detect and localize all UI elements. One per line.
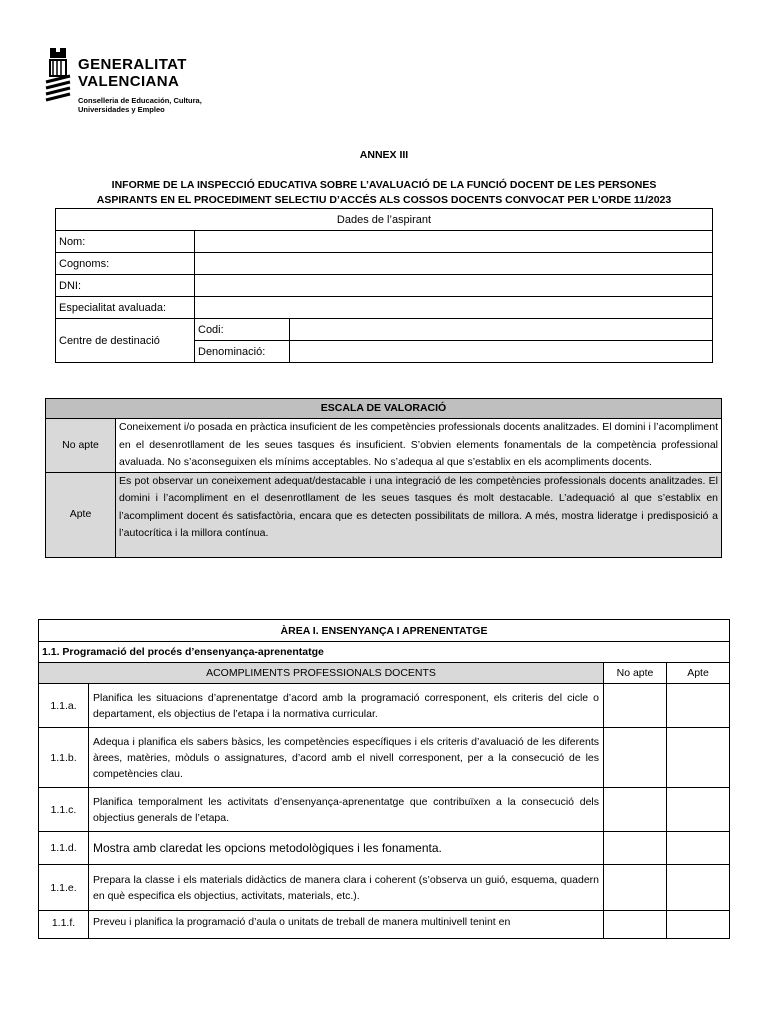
no-apte-cell[interactable] (604, 911, 667, 939)
apte-cell[interactable] (667, 788, 730, 832)
item-text: Preveu i planifica la programació d’aula o unitats de treball de manera multinivell tenint en (89, 911, 604, 939)
no-apte-cell[interactable] (604, 865, 667, 911)
cognoms-field[interactable] (195, 253, 713, 275)
apte-cell[interactable] (667, 832, 730, 865)
especialitat-field[interactable] (195, 297, 713, 319)
denominacio-field[interactable] (290, 341, 713, 363)
especialitat-label: Especialitat avaluada: (56, 297, 195, 319)
item-text: Prepara la classe i els materials didàctics de manera clara i coherent (s’observa un guió, esquema, quadern en què especifica els objectius, activitats, materials, etc.). (89, 865, 604, 911)
item-text: Adequa i planifica els sabers bàsics, les competències específiques i els criteris d’avaluació de les diferents àrees, matèries, mòduls o assignatures, d’acord amb el nivell corresponent, per a la consecució de les competències clau. (89, 728, 604, 788)
document-title (60, 178, 708, 208)
logo-name-line1: GENERALITAT (78, 56, 187, 73)
title-line1: INFORME DE LA INSPECCIÓ EDUCATIVA SOBRE L’AVALUACIÓ DE LA FUNCIÓ DOCENT DE LES PERSONES (111, 179, 657, 191)
applicant-data-header: Dades de l’aspirant (56, 209, 713, 231)
item-code: 1.1.b. (39, 728, 89, 788)
area-subtitle: 1.1. Programació del procés d’ensenyança-aprenentatge (39, 642, 730, 663)
apte-label: Apte (46, 472, 116, 557)
item-code: 1.1.a. (39, 684, 89, 728)
dni-field[interactable] (195, 275, 713, 297)
coat-of-arms-icon (44, 46, 72, 104)
rating-scale-table (45, 398, 722, 558)
logo-name (78, 56, 187, 90)
dni-label: DNI: (56, 275, 195, 297)
cognoms-label: Cognoms: (56, 253, 195, 275)
applicant-data-table (55, 208, 713, 363)
item-code: 1.1.c. (39, 788, 89, 832)
no-apte-label: No apte (46, 419, 116, 473)
area-table (38, 619, 730, 939)
apte-cell[interactable] (667, 911, 730, 939)
logo-sub-line1: Conselleria de Educación, Cultura, (78, 96, 202, 105)
area-title: ÀREA I. ENSENYANÇA I APRENENTATGE (39, 620, 730, 642)
item-code: 1.1.d. (39, 832, 89, 865)
item-text: Mostra amb claredat les opcions metodològiques i les fonamenta. (89, 832, 604, 865)
generalitat-logo (44, 46, 224, 116)
logo-name-line2: VALENCIANA (78, 73, 180, 90)
rating-scale-header: ESCALA DE VALORACIÓ (46, 399, 722, 419)
apte-cell[interactable] (667, 684, 730, 728)
codi-label: Codi: (195, 319, 290, 341)
annex-heading: ANNEX III (359, 149, 409, 161)
no-apte-cell[interactable] (604, 684, 667, 728)
logo-sub-line2: Universidades y Empleo (78, 105, 165, 114)
acompliments-header: ACOMPLIMENTS PROFESSIONALS DOCENTS (39, 663, 604, 684)
item-code: 1.1.f. (39, 911, 89, 939)
no-apte-cell[interactable] (604, 728, 667, 788)
nom-label: Nom: (56, 231, 195, 253)
no-apte-cell[interactable] (604, 832, 667, 865)
logo-subtitle (78, 96, 202, 114)
denominacio-label: Denominació: (195, 341, 290, 363)
codi-field[interactable] (290, 319, 713, 341)
apte-description: Es pot observar un coneixement adequat/destacable i una integració de les competències professionals docents analitzades. El domini i l’acompliment en el desenrotllament de les seues tasques és molt destacable. L’adequació al que s’establix en l’acompliment docent és satisfactòria, encara que es detecten possibilitats de millora. A més, mostra lideratge i predisposició a l’autocrítica i la millora contínua. (116, 472, 722, 557)
apte-cell[interactable] (667, 865, 730, 911)
item-code: 1.1.e. (39, 865, 89, 911)
item-text: Planifica les situacions d’aprenentatge d’acord amb la programació corresponent, els criteris del cicle o departament, els objectius de l’etapa i la normativa curricular. (89, 684, 604, 728)
centre-label: Centre de destinació (56, 319, 195, 363)
nom-field[interactable] (195, 231, 713, 253)
no-apte-description: Coneixement i/o posada en pràctica insuficient de les competències professionals docents analitzades. El domini i l’acompliment en el desenrotllament de les seues tasques és insuficient. S’obvien elements fonamentals de la competència professional avaluada. No s’aconseguixen els mínims acceptables. No s’adequa al que s’establix en els acompliments docents. (116, 419, 722, 473)
item-text: Planifica temporalment les activitats d’ensenyança-aprenentatge que contribuïxen a la consecució dels objectius generals de l’etapa. (89, 788, 604, 832)
apte-column-header: Apte (667, 663, 730, 684)
no-apte-column-header: No apte (604, 663, 667, 684)
apte-cell[interactable] (667, 728, 730, 788)
title-line2: ASPIRANTS EN EL PROCEDIMENT SELECTIU D’ACCÉS ALS COSSOS DOCENTS CONVOCAT PER L’ORDE 11/2023 (96, 194, 672, 206)
no-apte-cell[interactable] (604, 788, 667, 832)
